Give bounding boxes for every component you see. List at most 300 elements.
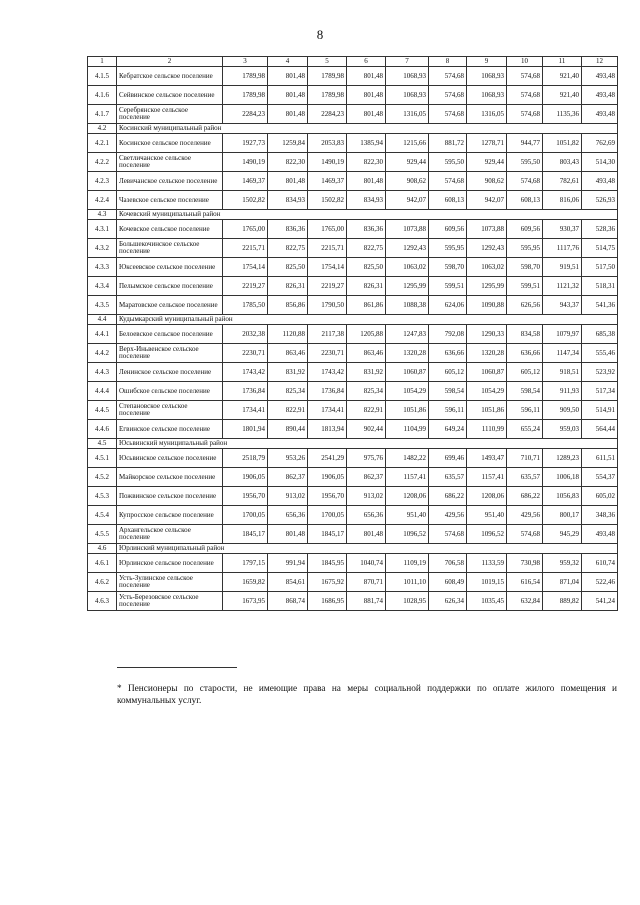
value-cell: 1056,83: [543, 487, 582, 506]
value-cell: 1956,70: [308, 487, 347, 506]
value-cell: 1789,98: [308, 86, 347, 105]
value-cell: 863,46: [347, 344, 386, 363]
value-cell: 1789,98: [223, 67, 268, 86]
value-cell: 1051,86: [386, 401, 429, 420]
value-cell: 635,57: [507, 468, 543, 487]
value-cell: 599,51: [429, 277, 467, 296]
value-cell: 1754,14: [223, 258, 268, 277]
value-cell: 1147,34: [543, 344, 582, 363]
value-cell: 1813,94: [308, 420, 347, 439]
value-cell: 595,50: [507, 153, 543, 172]
value-cell: 1765,00: [308, 220, 347, 239]
value-cell: 1675,92: [308, 573, 347, 592]
value-cell: 611,51: [582, 449, 618, 468]
value-cell: 605,02: [582, 487, 618, 506]
value-cell: 959,32: [543, 554, 582, 573]
value-cell: 2219,27: [308, 277, 347, 296]
value-cell: 574,68: [507, 105, 543, 124]
value-cell: 1068,93: [467, 86, 507, 105]
table-row: [88, 277, 618, 296]
value-cell: 1090,88: [467, 296, 507, 315]
value-cell: 1215,66: [386, 134, 429, 153]
value-cell: 632,84: [507, 592, 543, 611]
value-cell: 626,34: [429, 592, 467, 611]
value-cell: 801,48: [268, 172, 308, 191]
value-cell: 921,40: [543, 67, 582, 86]
value-cell: 1316,05: [467, 105, 507, 124]
value-cell: 1054,29: [386, 382, 429, 401]
value-cell: 1502,82: [223, 191, 268, 210]
value-cell: 822,91: [347, 401, 386, 420]
section-row: [88, 210, 618, 220]
value-cell: 929,44: [386, 153, 429, 172]
value-cell: 1040,74: [347, 554, 386, 573]
value-cell: 1801,94: [223, 420, 268, 439]
row-code: 4.1.5: [88, 67, 117, 86]
column-header: 9: [467, 57, 507, 67]
value-cell: 822,30: [347, 153, 386, 172]
value-cell: 656,36: [268, 506, 308, 525]
value-cell: 1290,33: [467, 325, 507, 344]
value-cell: 1060,87: [467, 363, 507, 382]
row-code: 4.2.3: [88, 172, 117, 191]
value-cell: 943,37: [543, 296, 582, 315]
value-cell: 610,74: [582, 554, 618, 573]
footnote-divider: [117, 667, 237, 668]
value-cell: 1278,71: [467, 134, 507, 153]
value-cell: 801,48: [268, 525, 308, 544]
value-cell: 649,24: [429, 420, 467, 439]
value-cell: 2219,27: [223, 277, 268, 296]
value-cell: 951,40: [386, 506, 429, 525]
value-cell: 953,26: [268, 449, 308, 468]
value-cell: 803,43: [543, 153, 582, 172]
section-row: [88, 439, 618, 449]
settlement-name: Косинское сельское поселение: [117, 134, 223, 153]
value-cell: 526,93: [582, 191, 618, 210]
table-row: [88, 573, 618, 592]
value-cell: 1035,45: [467, 592, 507, 611]
table-row: [88, 401, 618, 420]
settlement-name: Архангельское сельское поселение: [117, 525, 223, 544]
value-cell: 1785,50: [223, 296, 268, 315]
value-cell: 541,36: [582, 296, 618, 315]
value-cell: 2284,23: [223, 105, 268, 124]
settlement-name: Кочевское сельское поселение: [117, 220, 223, 239]
value-cell: 1109,19: [386, 554, 429, 573]
value-cell: 605,12: [429, 363, 467, 382]
row-code: 4.3.4: [88, 277, 117, 296]
settlement-name: Усть-Зулинское сельское поселение: [117, 573, 223, 592]
value-cell: 930,37: [543, 220, 582, 239]
section-title: Юрлинский муниципальный район: [117, 544, 618, 554]
row-code: 4.5.1: [88, 449, 117, 468]
value-cell: 528,36: [582, 220, 618, 239]
value-cell: 574,68: [507, 86, 543, 105]
settlement-name: Большекочинское сельское поселение: [117, 239, 223, 258]
value-cell: 2032,38: [223, 325, 268, 344]
value-cell: 1110,99: [467, 420, 507, 439]
value-cell: 2230,71: [223, 344, 268, 363]
table-row: [88, 105, 618, 124]
value-cell: 1133,59: [467, 554, 507, 573]
value-cell: 598,70: [507, 258, 543, 277]
table-row: [88, 296, 618, 315]
value-cell: 564,44: [582, 420, 618, 439]
value-cell: 574,68: [429, 172, 467, 191]
value-cell: 1073,88: [386, 220, 429, 239]
value-cell: 801,48: [347, 525, 386, 544]
section-code: 4.5: [88, 439, 117, 449]
value-cell: 574,68: [507, 67, 543, 86]
value-cell: 574,68: [429, 525, 467, 544]
row-code: 4.1.7: [88, 105, 117, 124]
value-cell: 514,75: [582, 239, 618, 258]
value-cell: 1686,95: [308, 592, 347, 611]
value-cell: 2230,71: [308, 344, 347, 363]
row-code: 4.4.6: [88, 420, 117, 439]
value-cell: 942,07: [386, 191, 429, 210]
value-cell: 2541,29: [308, 449, 347, 468]
value-cell: 762,69: [582, 134, 618, 153]
value-cell: 825,50: [268, 258, 308, 277]
section-code: 4.4: [88, 315, 117, 325]
section-row: [88, 124, 618, 134]
table-row: [88, 220, 618, 239]
value-cell: 909,50: [543, 401, 582, 420]
value-cell: 902,44: [347, 420, 386, 439]
value-cell: 825,34: [268, 382, 308, 401]
value-cell: 1063,02: [467, 258, 507, 277]
row-code: 4.4.2: [88, 344, 117, 363]
value-cell: 574,68: [507, 525, 543, 544]
value-cell: 514,91: [582, 401, 618, 420]
column-header: 12: [582, 57, 618, 67]
row-code: 4.6.2: [88, 573, 117, 592]
column-header: 10: [507, 57, 543, 67]
value-cell: 1736,84: [223, 382, 268, 401]
value-cell: 608,49: [429, 573, 467, 592]
value-cell: 1493,47: [467, 449, 507, 468]
value-cell: 595,95: [507, 239, 543, 258]
value-cell: 836,36: [347, 220, 386, 239]
value-cell: 685,38: [582, 325, 618, 344]
value-cell: 854,61: [268, 573, 308, 592]
value-cell: 1385,94: [347, 134, 386, 153]
value-cell: 836,36: [268, 220, 308, 239]
table-row: [88, 525, 618, 544]
section-code: 4.2: [88, 124, 117, 134]
table-row: [88, 153, 618, 172]
value-cell: 1208,06: [467, 487, 507, 506]
table-row: [88, 420, 618, 439]
settlement-name: Чазевское сельское поселение: [117, 191, 223, 210]
value-cell: 825,34: [347, 382, 386, 401]
value-cell: 598,54: [507, 382, 543, 401]
column-header: 4: [268, 57, 308, 67]
value-cell: 801,48: [268, 86, 308, 105]
settlement-name: Майкорское сельское поселение: [117, 468, 223, 487]
value-cell: 1292,43: [467, 239, 507, 258]
value-cell: 863,46: [268, 344, 308, 363]
row-code: 4.4.4: [88, 382, 117, 401]
value-cell: 574,68: [429, 105, 467, 124]
value-cell: 1289,23: [543, 449, 582, 468]
value-cell: 868,74: [268, 592, 308, 611]
settlement-name: Ленинское сельское поселение: [117, 363, 223, 382]
value-cell: 608,13: [429, 191, 467, 210]
value-cell: 1051,86: [467, 401, 507, 420]
value-cell: 1157,41: [467, 468, 507, 487]
value-cell: 348,36: [582, 506, 618, 525]
value-cell: 1104,99: [386, 420, 429, 439]
table-row: [88, 363, 618, 382]
settlement-name: Юрлинское сельское поселение: [117, 554, 223, 573]
value-cell: 1068,93: [467, 67, 507, 86]
table-row: [88, 134, 618, 153]
value-cell: 1295,99: [386, 277, 429, 296]
settlement-name: Юсьвинское сельское поселение: [117, 449, 223, 468]
value-cell: 1673,95: [223, 592, 268, 611]
value-cell: 1088,38: [386, 296, 429, 315]
value-cell: 1205,88: [347, 325, 386, 344]
value-cell: 730,98: [507, 554, 543, 573]
value-cell: 1743,42: [308, 363, 347, 382]
settlement-name: Кебратское сельское поселение: [117, 67, 223, 86]
value-cell: 782,61: [543, 172, 582, 191]
table-row: [88, 554, 618, 573]
value-cell: 595,50: [429, 153, 467, 172]
value-cell: 913,02: [347, 487, 386, 506]
value-cell: 822,75: [268, 239, 308, 258]
value-cell: 616,54: [507, 573, 543, 592]
value-cell: 626,56: [507, 296, 543, 315]
value-cell: 792,08: [429, 325, 467, 344]
value-cell: 1011,10: [386, 573, 429, 592]
value-cell: 826,31: [347, 277, 386, 296]
value-cell: 605,12: [507, 363, 543, 382]
value-cell: 636,66: [507, 344, 543, 363]
value-cell: 1490,19: [308, 153, 347, 172]
value-cell: 801,48: [347, 67, 386, 86]
settlement-name: Купросское сельское поселение: [117, 506, 223, 525]
settlement-name: Верх-Иньвенское сельское поселение: [117, 344, 223, 363]
table-row: [88, 191, 618, 210]
row-code: 4.5.3: [88, 487, 117, 506]
value-cell: 1068,93: [386, 86, 429, 105]
value-cell: 862,37: [347, 468, 386, 487]
value-cell: 609,56: [507, 220, 543, 239]
value-cell: 913,02: [268, 487, 308, 506]
column-header: 1: [88, 57, 117, 67]
settlement-name: Юксеевское сельское поселение: [117, 258, 223, 277]
value-cell: 1292,43: [386, 239, 429, 258]
value-cell: 1259,84: [268, 134, 308, 153]
value-cell: 541,24: [582, 592, 618, 611]
value-cell: 574,68: [429, 86, 467, 105]
value-cell: 636,66: [429, 344, 467, 363]
value-cell: 951,40: [467, 506, 507, 525]
value-cell: 918,51: [543, 363, 582, 382]
settlement-name: Сейвинское сельское поселение: [117, 86, 223, 105]
value-cell: 493,48: [582, 67, 618, 86]
value-cell: 908,62: [386, 172, 429, 191]
value-cell: 706,58: [429, 554, 467, 573]
value-cell: 1469,37: [308, 172, 347, 191]
table-row: [88, 239, 618, 258]
value-cell: 889,82: [543, 592, 582, 611]
value-cell: 1019,15: [467, 573, 507, 592]
value-cell: 1482,22: [386, 449, 429, 468]
value-cell: 1734,41: [308, 401, 347, 420]
table-row: [88, 67, 618, 86]
table-row: [88, 449, 618, 468]
row-code: 4.2.4: [88, 191, 117, 210]
value-cell: 929,44: [467, 153, 507, 172]
value-cell: 871,04: [543, 573, 582, 592]
value-cell: 861,86: [347, 296, 386, 315]
row-code: 4.6.1: [88, 554, 117, 573]
value-cell: 1789,98: [223, 86, 268, 105]
value-cell: 1765,00: [223, 220, 268, 239]
value-cell: 1028,95: [386, 592, 429, 611]
value-cell: 710,71: [507, 449, 543, 468]
value-cell: 1320,28: [467, 344, 507, 363]
value-cell: 945,29: [543, 525, 582, 544]
column-header: 5: [308, 57, 347, 67]
value-cell: 831,92: [268, 363, 308, 382]
value-cell: 609,56: [429, 220, 467, 239]
value-cell: 1208,06: [386, 487, 429, 506]
value-cell: 1845,17: [308, 525, 347, 544]
value-cell: 1135,36: [543, 105, 582, 124]
value-cell: 959,03: [543, 420, 582, 439]
value-cell: 686,22: [429, 487, 467, 506]
value-cell: 598,70: [429, 258, 467, 277]
value-cell: 1736,84: [308, 382, 347, 401]
section-row: [88, 315, 618, 325]
table-row: [88, 344, 618, 363]
value-cell: 514,30: [582, 153, 618, 172]
value-cell: 862,37: [268, 468, 308, 487]
value-cell: 911,93: [543, 382, 582, 401]
value-cell: 1073,88: [467, 220, 507, 239]
value-cell: 1320,28: [386, 344, 429, 363]
settlement-name: Пожвинское сельское поселение: [117, 487, 223, 506]
row-code: 4.5.5: [88, 525, 117, 544]
table-row: [88, 506, 618, 525]
settlement-name: Пелымское сельское поселение: [117, 277, 223, 296]
value-cell: 1060,87: [386, 363, 429, 382]
value-cell: 908,62: [467, 172, 507, 191]
value-cell: 834,58: [507, 325, 543, 344]
settlement-name: Светличанское сельское поселение: [117, 153, 223, 172]
value-cell: 554,37: [582, 468, 618, 487]
value-cell: 919,51: [543, 258, 582, 277]
value-cell: 800,17: [543, 506, 582, 525]
value-cell: 598,54: [429, 382, 467, 401]
section-code: 4.6: [88, 544, 117, 554]
value-cell: 856,86: [268, 296, 308, 315]
settlement-name: Маратовское сельское поселение: [117, 296, 223, 315]
value-cell: 1079,97: [543, 325, 582, 344]
column-header: 8: [429, 57, 467, 67]
value-cell: 1247,83: [386, 325, 429, 344]
row-code: 4.3.5: [88, 296, 117, 315]
settlement-name: Усть-Березовское сельское поселение: [117, 592, 223, 611]
value-cell: 801,48: [347, 86, 386, 105]
row-code: 4.5.4: [88, 506, 117, 525]
value-cell: 816,06: [543, 191, 582, 210]
value-cell: 1754,14: [308, 258, 347, 277]
row-code: 4.3.3: [88, 258, 117, 277]
value-cell: 890,44: [268, 420, 308, 439]
value-cell: 1068,93: [386, 67, 429, 86]
value-cell: 801,48: [268, 105, 308, 124]
value-cell: 834,93: [347, 191, 386, 210]
table-row: [88, 487, 618, 506]
value-cell: 942,07: [467, 191, 507, 210]
value-cell: 1316,05: [386, 105, 429, 124]
row-code: 4.4.1: [88, 325, 117, 344]
value-cell: 1120,88: [268, 325, 308, 344]
value-cell: 1659,82: [223, 573, 268, 592]
value-cell: 608,13: [507, 191, 543, 210]
value-cell: 596,11: [507, 401, 543, 420]
column-header: 6: [347, 57, 386, 67]
value-cell: 2215,71: [223, 239, 268, 258]
value-cell: 517,34: [582, 382, 618, 401]
table-row: [88, 86, 618, 105]
value-cell: 1469,37: [223, 172, 268, 191]
section-row: [88, 544, 618, 554]
value-cell: 1051,82: [543, 134, 582, 153]
value-cell: 1096,52: [386, 525, 429, 544]
value-cell: 429,56: [507, 506, 543, 525]
column-header: 7: [386, 57, 429, 67]
section-title: Кудымкарский муниципальный район: [117, 315, 618, 325]
value-cell: 1117,76: [543, 239, 582, 258]
table-row: [88, 468, 618, 487]
value-cell: 1789,98: [308, 67, 347, 86]
value-cell: 1743,42: [223, 363, 268, 382]
table-row: [88, 258, 618, 277]
column-header: 3: [223, 57, 268, 67]
table-row: [88, 325, 618, 344]
section-code: 4.3: [88, 210, 117, 220]
value-cell: 831,92: [347, 363, 386, 382]
value-cell: 574,68: [429, 67, 467, 86]
value-cell: 1121,32: [543, 277, 582, 296]
value-cell: 991,94: [268, 554, 308, 573]
value-cell: 1845,17: [223, 525, 268, 544]
value-cell: 1700,05: [308, 506, 347, 525]
value-cell: 699,46: [429, 449, 467, 468]
value-cell: 1927,73: [223, 134, 268, 153]
value-cell: 686,22: [507, 487, 543, 506]
value-cell: 1956,70: [223, 487, 268, 506]
value-cell: 518,31: [582, 277, 618, 296]
value-cell: 522,46: [582, 573, 618, 592]
value-cell: 975,76: [347, 449, 386, 468]
value-cell: 1063,02: [386, 258, 429, 277]
value-cell: 1797,15: [223, 554, 268, 573]
value-cell: 655,24: [507, 420, 543, 439]
settlement-name: Левичанское сельское поселение: [117, 172, 223, 191]
column-header: 11: [543, 57, 582, 67]
value-cell: 822,30: [268, 153, 308, 172]
value-cell: 1157,41: [386, 468, 429, 487]
